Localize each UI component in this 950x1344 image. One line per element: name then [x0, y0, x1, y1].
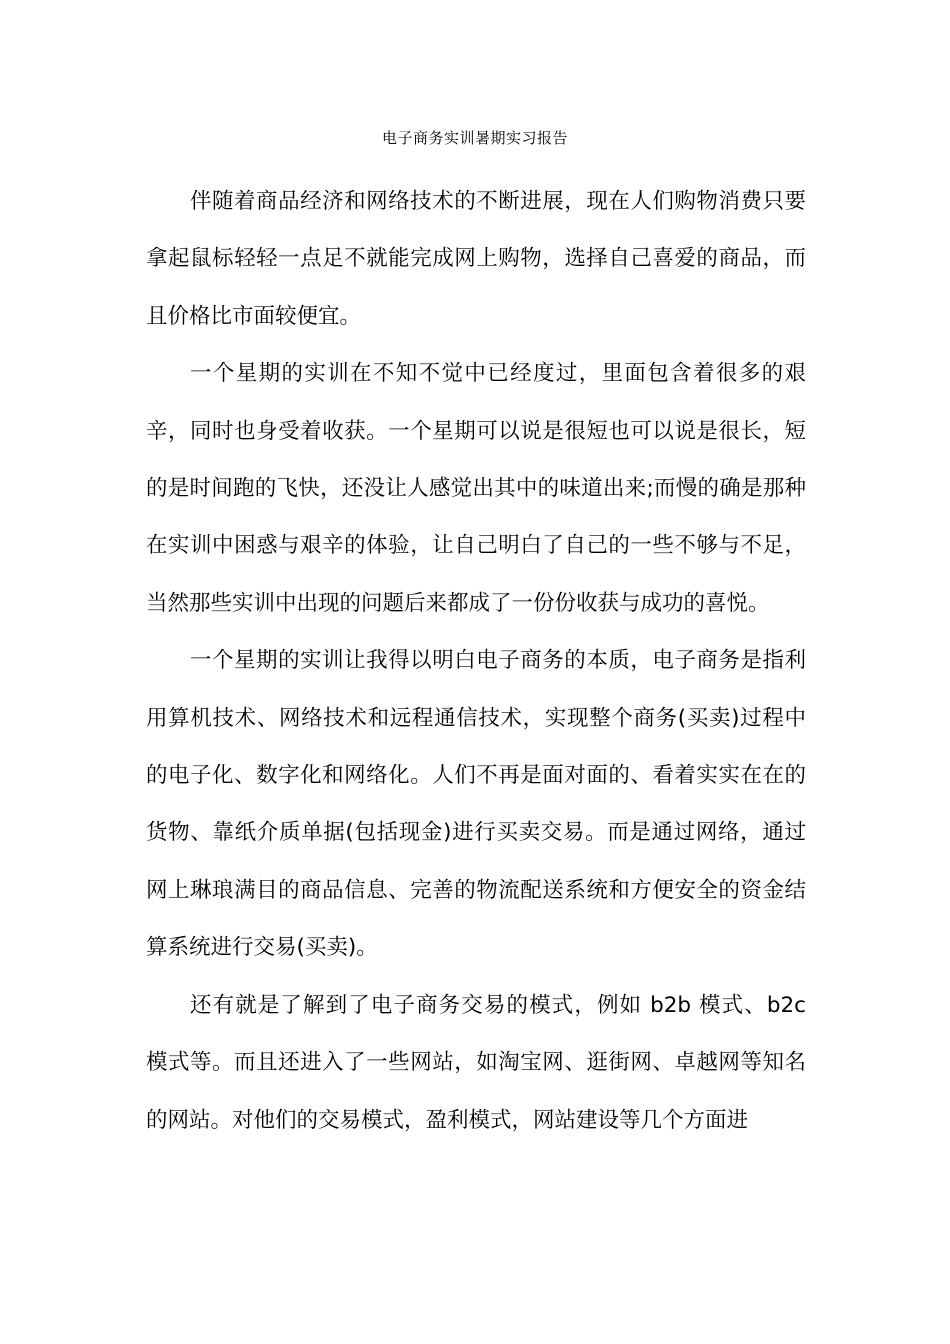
paragraph-1: 伴随着商品经济和网络技术的不断进展，现在人们购物消费只要拿起鼠标轻轻一点足不就能完成网上购物，选择自己喜爱的商品，而且价格比市面较便宜。 — [146, 189, 806, 329]
paragraph-2: 一个星期的实训在不知不觉中已经度过，里面包含着很多的艰辛，同时也身受着收获。一个星期可以说是很短也可以说是很长，短的是时间跑的飞快，还没让人感觉出其中的味道出来;而慢的确是那种在实训中困惑与艰辛的体验，让自己明白了自己的一些不够与不足，当然那些实训中出现的问题后来都成了一份份收获与成功的喜悦。 — [146, 361, 806, 616]
document-title: 电子商务实训暑期实习报告 — [381, 129, 568, 147]
paragraph-3: 一个星期的实训让我得以明白电子商务的本质，电子商务是指利用算机技术、网络技术和远程通信技术，实现整个商务(买卖)过程中的电子化、数字化和网络化。人们不再是面对面的、看着实实在在的货物、靠纸介质单据(包括现金)进行买卖交易。而是通过网络，通过网上琳琅满目的商品信息、完善的物流配送系统和方便安全的资金结算系统进行交易(买卖)。 — [146, 648, 806, 961]
paragraph-4: 还有就是了解到了电子商务交易的模式，例如 b2b 模式、b2c 模式等。而且还进入了一些网站，如淘宝网、逛街网、卓越网等知名的网站。对他们的交易模式，盈利模式，网站建设等几个方面进 — [146, 992, 806, 1133]
document-body — [146, 173, 806, 1149]
